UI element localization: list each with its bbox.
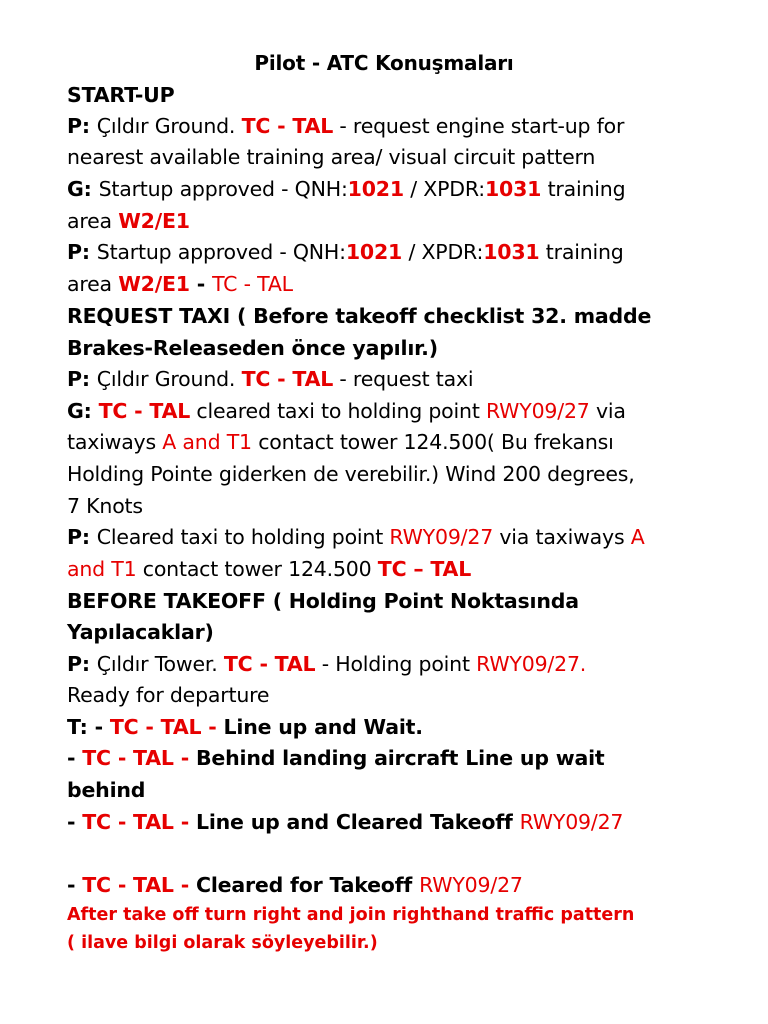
line-text: P: xyxy=(67,525,97,549)
line-text: P: xyxy=(67,114,97,138)
note-line: ( ilave bilgi olarak söyleyebilir.) xyxy=(67,933,378,953)
line-text: contact tower 124.500( Bu frekansı xyxy=(251,430,614,454)
dialogue-line xyxy=(67,396,626,426)
line-text: via xyxy=(589,399,626,423)
dialogue-line xyxy=(67,775,145,805)
dialogue-line xyxy=(67,680,269,710)
dialogue-line xyxy=(67,206,190,236)
highlight-text: TC – TAL xyxy=(377,557,472,581)
line-text: / XPDR: xyxy=(403,177,485,201)
highlight-text: 1031 xyxy=(484,177,542,201)
highlight-text: TC - TAL - xyxy=(82,810,190,834)
line-text: Çıldır Tower. xyxy=(96,652,224,676)
dialogue-line xyxy=(67,142,595,172)
highlight-text: TC - TAL xyxy=(223,652,316,676)
highlight-text: TC - TAL - xyxy=(82,746,190,770)
line-text: / XPDR: xyxy=(402,240,484,264)
dialogue-line xyxy=(67,491,143,521)
line-text: Behind landing aircraft Line up wait xyxy=(189,746,605,770)
highlight-text: A and T1 xyxy=(162,430,252,454)
dialogue-line xyxy=(67,174,625,204)
line-text: area xyxy=(67,272,119,296)
line-text: P: xyxy=(67,240,97,264)
highlight-text: RWY09/27 xyxy=(485,399,590,423)
highlight-text: 1021 xyxy=(345,240,403,264)
highlight-text: and T1 xyxy=(67,557,137,581)
highlight-text: TC - TAL xyxy=(212,272,293,296)
section-request-taxi-cont: Brakes-Releaseden önce yapılır.) xyxy=(67,336,438,360)
line-text: G: xyxy=(67,177,99,201)
line-text: Cleared taxi to holding point xyxy=(96,525,390,549)
dialogue-line xyxy=(67,111,624,141)
line-text: Çıldır Ground. xyxy=(96,114,242,138)
dialogue-line xyxy=(67,870,523,900)
section-startup: START-UP xyxy=(67,83,175,107)
dialogue-line xyxy=(67,743,605,773)
line-text: Line up and Cleared Takeoff xyxy=(189,810,520,834)
line-text: P: xyxy=(67,367,97,391)
dialogue-line xyxy=(67,649,586,679)
line-text: G: xyxy=(67,399,99,423)
line-text: taxiways xyxy=(67,430,163,454)
section-request-taxi: REQUEST TAXI ( Before takeoff checklist 32. madde xyxy=(67,304,652,328)
highlight-text: RWY09/27 xyxy=(419,873,523,897)
line-text: - request taxi xyxy=(333,367,474,391)
line-text: T: - xyxy=(67,715,110,739)
line-text: nearest available training area/ visual circuit pattern xyxy=(67,145,596,169)
note-line: After take off turn right and join righthand traffic pattern xyxy=(67,905,635,925)
highlight-text: 1031 xyxy=(483,240,540,264)
section-before-takeoff: BEFORE TAKEOFF ( Holding Point Noktasında xyxy=(67,589,579,613)
highlight-text: RWY09/27 xyxy=(519,810,624,834)
line-text: 7 Knots xyxy=(67,494,143,518)
line-text: - xyxy=(67,873,83,897)
highlight-text: TC - TAL xyxy=(241,114,334,138)
highlight-text: TC - TAL - xyxy=(82,873,190,897)
line-text: area xyxy=(67,209,119,233)
line-text: - xyxy=(67,746,83,770)
line-text: contact tower 124.500 xyxy=(136,557,378,581)
line-text: training xyxy=(541,177,626,201)
dialogue-line xyxy=(67,269,293,299)
line-text: - xyxy=(189,272,213,296)
line-text: Holding Pointe giderken de verebilir.) Wind 200 degrees, xyxy=(67,462,635,486)
line-text: cleared taxi to holding point xyxy=(190,399,486,423)
line-text: - request engine start-up for xyxy=(333,114,625,138)
dialogue-line xyxy=(67,364,473,394)
dialogue-line xyxy=(67,522,645,552)
highlight-text: W2/E1 xyxy=(118,209,190,233)
line-text: P: xyxy=(67,652,97,676)
section-before-takeoff-cont: Yapılacaklar) xyxy=(67,620,214,644)
line-text: - xyxy=(67,810,83,834)
highlight-text: TC - TAL - xyxy=(109,715,217,739)
highlight-text: A xyxy=(630,525,645,549)
line-text: behind xyxy=(67,778,146,802)
line-text: Line up and Wait. xyxy=(216,715,423,739)
page-title: Pilot - ATC Konuşmaları xyxy=(254,51,514,75)
line-text: Startup approved - QNH: xyxy=(98,177,348,201)
line-text: Cleared for Takeoff xyxy=(189,873,420,897)
highlight-text: RWY09/27. xyxy=(476,652,587,676)
highlight-text: 1021 xyxy=(347,177,404,201)
line-text: training xyxy=(539,240,624,264)
line-text: via taxiways xyxy=(493,525,631,549)
highlight-text: TC - TAL xyxy=(98,399,191,423)
dialogue-line xyxy=(67,237,624,267)
line-text: Startup approved - QNH: xyxy=(96,240,346,264)
dialogue-line xyxy=(67,712,423,742)
highlight-text: TC - TAL xyxy=(241,367,334,391)
dialogue-line xyxy=(67,807,623,837)
dialogue-line xyxy=(67,427,614,457)
dialogue-line xyxy=(67,554,471,584)
dialogue-line xyxy=(67,459,635,489)
line-text: Ready for departure xyxy=(67,683,270,707)
line-text: - Holding point xyxy=(315,652,477,676)
highlight-text: W2/E1 xyxy=(118,272,190,296)
highlight-text: RWY09/27 xyxy=(389,525,494,549)
line-text: Çıldır Ground. xyxy=(96,367,242,391)
